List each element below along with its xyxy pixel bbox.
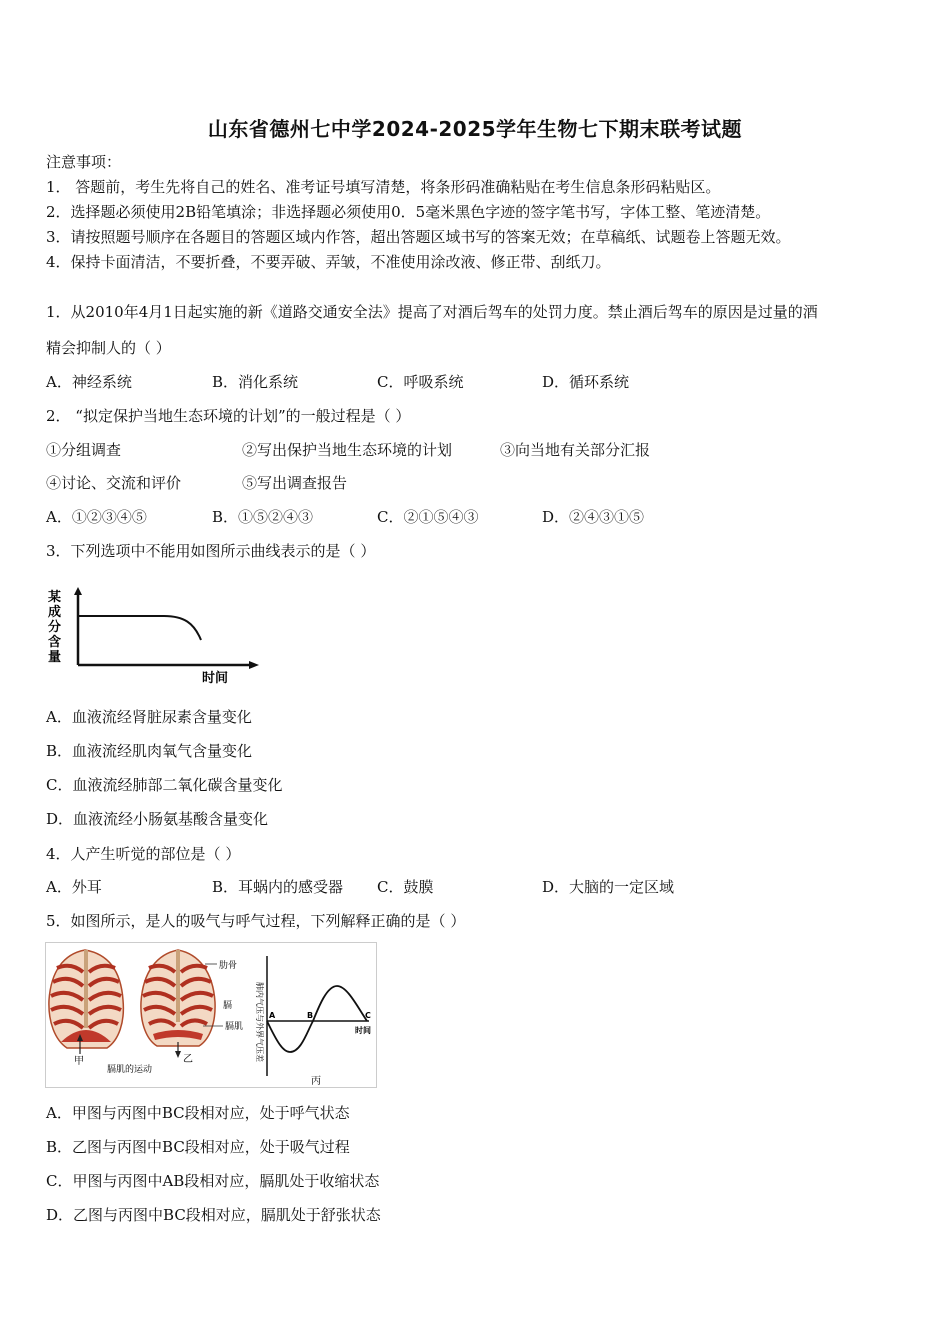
point-b: B [307,1011,314,1020]
q2-step: ④讨论、交流和评价 [46,474,182,492]
point-a: A [269,1011,276,1020]
q1-option-a[interactable]: A．神经系统 [46,373,132,391]
q5-stem: 5．如图所示，是人的吸气与呼气过程，下列解释正确的是（ ） [46,912,466,930]
q5-option-c[interactable]: C．甲图与丙图中AB段相对应，膈肌处于收缩状态 [46,1172,380,1190]
q3-option-c[interactable]: C．血液流经肺部二氧化碳含量变化 [46,776,283,794]
q2-option-d[interactable]: D．②④③①⑤ [542,508,645,526]
q3-curve-svg [46,585,266,685]
q2-option-c[interactable]: C．②①⑤④③ [377,508,479,526]
notice-item: 3．请按照题号顺序在各题目的答题区域内作答，超出答题区域书写的答案无效；在草稿纸、试题卷上答题无效。 [46,228,791,246]
q4-option-b[interactable]: B．耳蜗内的感受器 [212,878,344,896]
q5-breathing-figure [45,942,377,1088]
q1-stem-line2: 精会抑制人的（ ） [46,339,171,357]
q3-y-label-1: 某 [48,590,62,605]
q3-x-label: 时间 [202,671,229,685]
notice-heading: 注意事项： [46,153,122,171]
q5-option-d[interactable]: D．乙图与丙图中BC段相对应，膈肌处于舒张状态 [46,1206,381,1224]
q3-stem: 3．下列选项中不能用如图所示曲线表示的是（ ） [46,542,376,560]
label-diaphragm: 膈 [223,1001,233,1011]
q5-option-a[interactable]: A．甲图与丙图中BC段相对应，处于呼气状态 [46,1104,350,1122]
q2-option-b[interactable]: B．①⑤②④③ [212,508,314,526]
q2-stem: 2． “拟定保护当地生态环境的计划”的一般过程是（ ） [46,407,411,425]
page-title: 山东省德州七中学2024-2025学年生物七下期末联考试题 [207,117,743,141]
q5-breathing-svg [45,942,377,1088]
q3-y-label-4: 含 [48,635,62,650]
caption-motion: 膈肌的运动 [107,1065,153,1075]
q1-option-d[interactable]: D．循环系统 [542,373,630,391]
q4-stem: 4．人产生听觉的部位是（ ） [46,845,241,863]
ribcage-jia-icon [49,950,123,1048]
label-bing: 丙 [311,1076,321,1087]
q4-option-a[interactable]: A．外耳 [46,878,102,896]
q4-option-c[interactable]: C．鼓膜 [377,878,434,896]
q1-stem-line1: 1．从2010年4月1日起实施的新《道路交通安全法》提高了对酒后驾车的处罚力度。禁止酒后驾车的原因是过量的酒 [46,303,818,321]
notice-item: 4．保持卡面清洁，不要折叠，不要弄破、弄皱，不准使用涂改液、修正带、刮纸刀。 [46,253,611,271]
q3-option-b[interactable]: B．血液流经肌肉氧气含量变化 [46,742,253,760]
q3-y-label-2: 成 [48,605,62,620]
q2-option-a[interactable]: A．①②③④⑤ [46,508,147,526]
q4-option-d[interactable]: D．大脑的一定区域 [542,878,675,896]
label-jia: 甲 [74,1056,84,1067]
label-rib: 肋骨 [219,961,238,971]
q3-option-a[interactable]: A．血液流经肾脏尿素含量变化 [46,708,252,726]
bing-y-label: 肺内气压与外界气压差 [255,982,264,1062]
notice-item: 1． 答题前，考生先将自己的姓名、准考证号填写清楚，将条形码准确粘贴在考生信息条形码粘贴区。 [46,178,721,196]
q3-y-label-3: 分 [48,620,62,635]
q2-step: ②写出保护当地生态环境的计划 [242,441,453,459]
q3-y-label-5: 量 [48,650,62,665]
label-yi: 乙 [183,1054,193,1065]
q1-option-b[interactable]: B．消化系统 [212,373,299,391]
q2-step: ③向当地有关部分汇报 [500,441,651,459]
q3-curve [78,616,201,640]
q2-step: ①分组调查 [46,441,122,459]
q2-step: ⑤写出调查报告 [242,474,348,492]
q5-option-b[interactable]: B．乙图与丙图中BC段相对应，处于吸气过程 [46,1138,350,1156]
q1-option-c[interactable]: C．呼吸系统 [377,373,464,391]
q3-curve-figure [46,585,266,685]
label-diaphragm-muscle: 膈肌 [225,1022,244,1032]
notice-item: 2．选择题必须使用2B铅笔填涂；非选择题必须使用0．5毫米黑色字迹的签字笔书写，字体工整、笔迹清楚。 [46,203,771,221]
q3-x-arrow [249,661,259,669]
bing-x-label: 时间 [355,1026,371,1035]
q3-option-d[interactable]: D．血液流经小肠氨基酸含量变化 [46,810,269,828]
q3-y-arrow [74,587,82,595]
point-c: C [365,1011,371,1020]
